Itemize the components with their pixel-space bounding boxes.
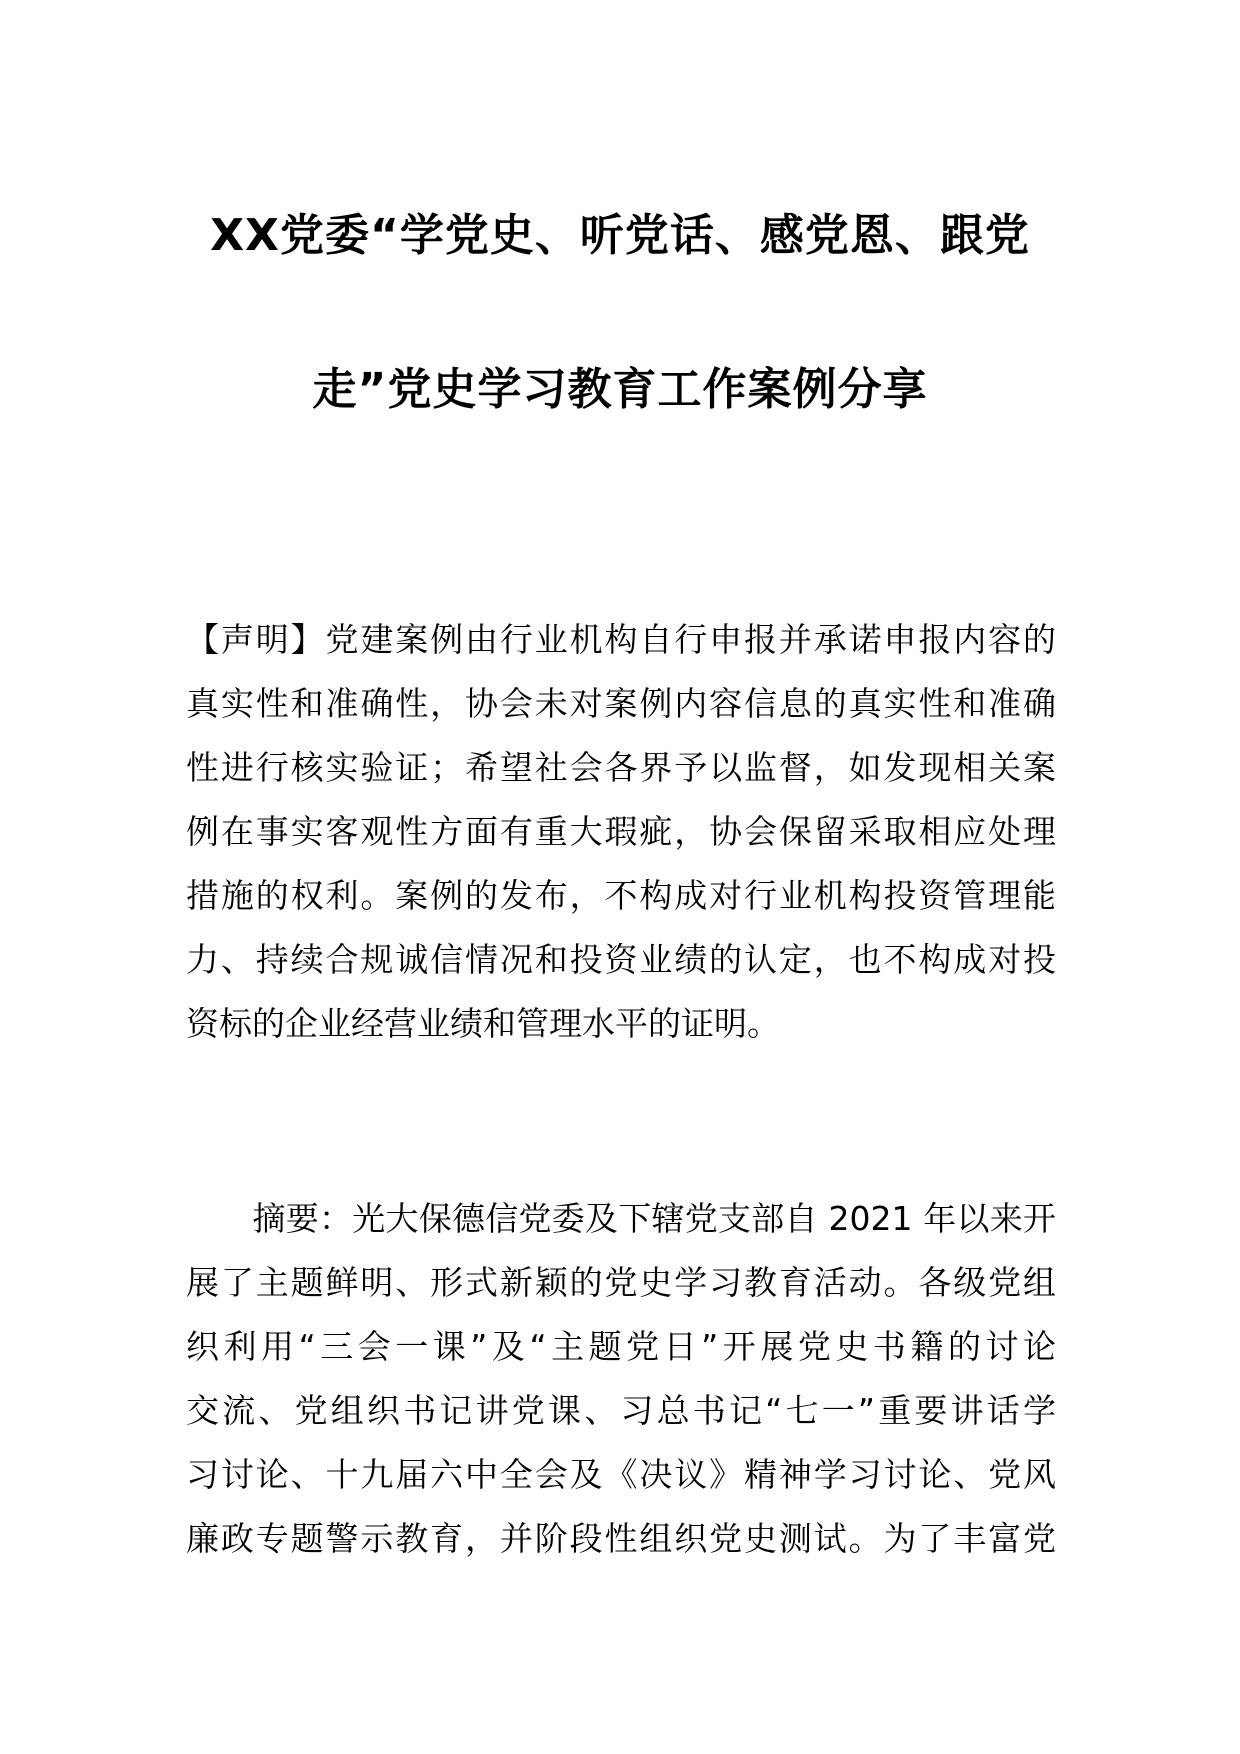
statement-line: 力、持续合规诚信情况和投资业绩的认定，也不构成对投	[186, 940, 1056, 979]
document-title-line-2: 走”党史学习教育工作案例分享	[312, 364, 928, 415]
statement-paragraph	[186, 608, 1056, 1056]
abstract-line: 织利用“三会一课”及“主题党日”开展党史书籍的讨论	[186, 1327, 1056, 1366]
abstract-line: 习讨论、十九届六中全会及《决议》精神学习讨论、党风	[186, 1455, 1056, 1494]
document-title-line-1: XX党委“学党史、听党话、感党恩、跟党	[210, 210, 1030, 261]
statement-line: 例在事实客观性方面有重大瑕疵，协会保留采取相应处理	[186, 812, 1056, 851]
abstract-line: 展了主题鲜明、形式新颖的党史学习教育活动。各级党组	[186, 1263, 1056, 1302]
statement-line: 资标的企业经营业绩和管理水平的证明。	[186, 1004, 780, 1043]
statement-line: 性进行核实验证；希望社会各界予以监督，如发现相关案	[186, 748, 1056, 787]
abstract-line: 廉政专题警示教育，并阶段性组织党史测试。为了丰富党	[186, 1519, 1056, 1558]
statement-line: 【声明】党建案例由行业机构自行申报并承诺申报内容的	[186, 620, 1056, 659]
abstract-line: 交流、党组织书记讲党课、习总书记“七一”重要讲话学	[186, 1391, 1056, 1430]
abstract-paragraph	[186, 1187, 1056, 1571]
abstract-line: 摘要：光大保德信党委及下辖党支部自 2021 年以来开	[186, 1199, 1056, 1238]
statement-line: 措施的权利。案例的发布，不构成对行业机构投资管理能	[186, 876, 1056, 915]
statement-line: 真实性和准确性，协会未对案例内容信息的真实性和准确	[186, 684, 1056, 723]
